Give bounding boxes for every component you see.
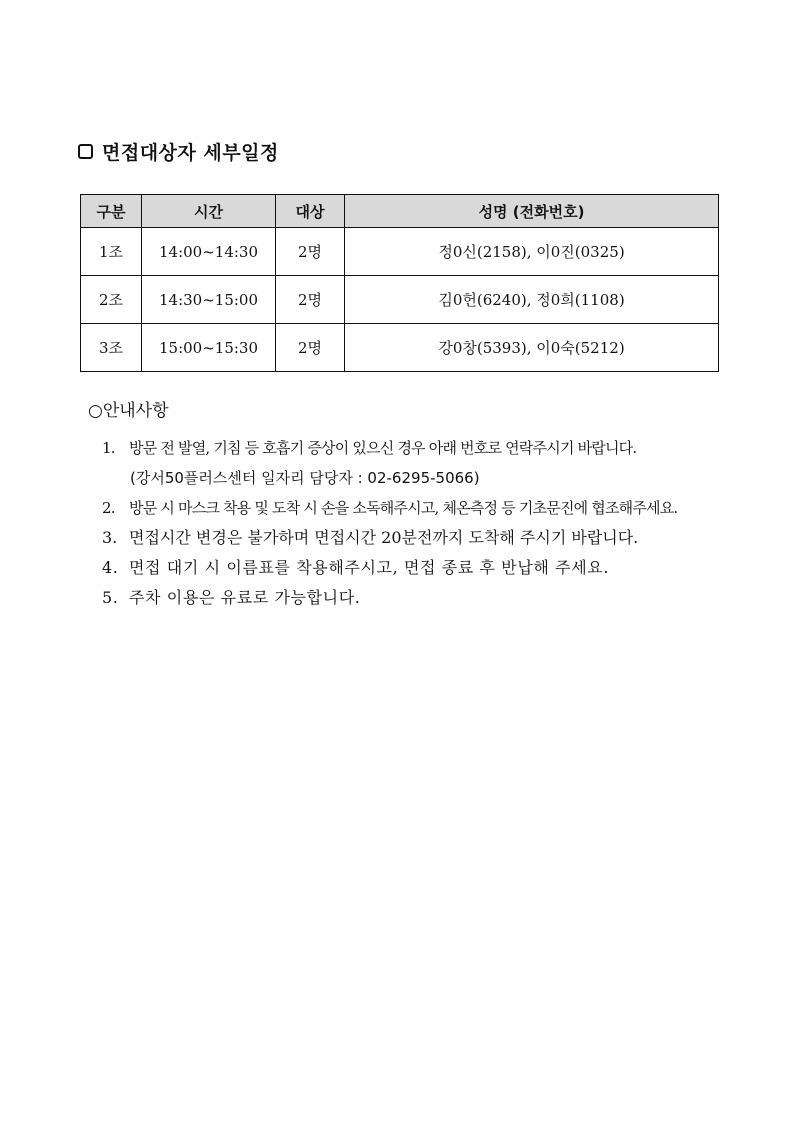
schedule-table [80,194,719,372]
guide-item-text: 방문 전 발열, 기침 등 호흡기 증상이 있으신 경우 아래 번호로 연락주시기 바랍니다. [129,439,637,457]
cell-time: 14:30~15:00 [142,276,276,324]
cell-names: 정0신(2158), 이0진(0325) [345,228,719,276]
section-title: 면접대상자 세부일정 [102,142,279,164]
cell-group: 2조 [81,276,142,324]
cell-count: 2명 [276,228,345,276]
cell-time: 15:00~15:30 [142,324,276,372]
guide-item-number: 2. [102,499,115,517]
contact-note: (강서50플러스센터 일자리 담당자 : 02-6295-5066) [130,469,480,487]
section-heading [78,138,279,165]
guide-item [102,433,677,463]
cell-count: 2명 [276,276,345,324]
header-time: 시간 [142,195,276,228]
guide-item-number: 5. [102,588,119,607]
cell-group: 1조 [81,228,142,276]
cell-count: 2명 [276,324,345,372]
table-header-row [81,195,719,228]
guide-item-text: 주차 이용은 유료로 가능합니다. [129,588,361,607]
guide-title: ○안내사항 [88,401,169,421]
guide-item [102,583,677,613]
table-row [81,324,719,372]
guide-item-text: 방문 시 마스크 착용 및 도착 시 손을 소독해주시고, 체온측정 등 기초문진에 협조해주세요. [129,499,678,517]
table-row [81,228,719,276]
checkbox-icon [78,144,93,159]
guide-item-number: 1. [102,439,115,457]
header-names: 성명 (전화번호) [345,195,719,228]
cell-names: 강0창(5393), 이0숙(5212) [345,324,719,372]
guide-item [102,523,677,553]
guide-section [88,396,677,613]
guide-item [102,493,677,523]
header-count: 대상 [276,195,345,228]
guide-item-text: 면접시간 변경은 불가하며 면접시간 20분전까지 도착해 주시기 바랍니다. [129,528,639,547]
header-group: 구분 [81,195,142,228]
guide-item-number: 3. [102,528,118,547]
guide-item [102,553,677,583]
cell-names: 김0헌(6240), 정0희(1108) [345,276,719,324]
cell-time: 14:00~14:30 [142,228,276,276]
guide-item-number: 4. [102,558,119,577]
guide-item-text: 면접 대기 시 이름표를 착용해주시고, 면접 종료 후 반납해 주세요. [129,558,610,577]
cell-group: 3조 [81,324,142,372]
table-row [81,276,719,324]
